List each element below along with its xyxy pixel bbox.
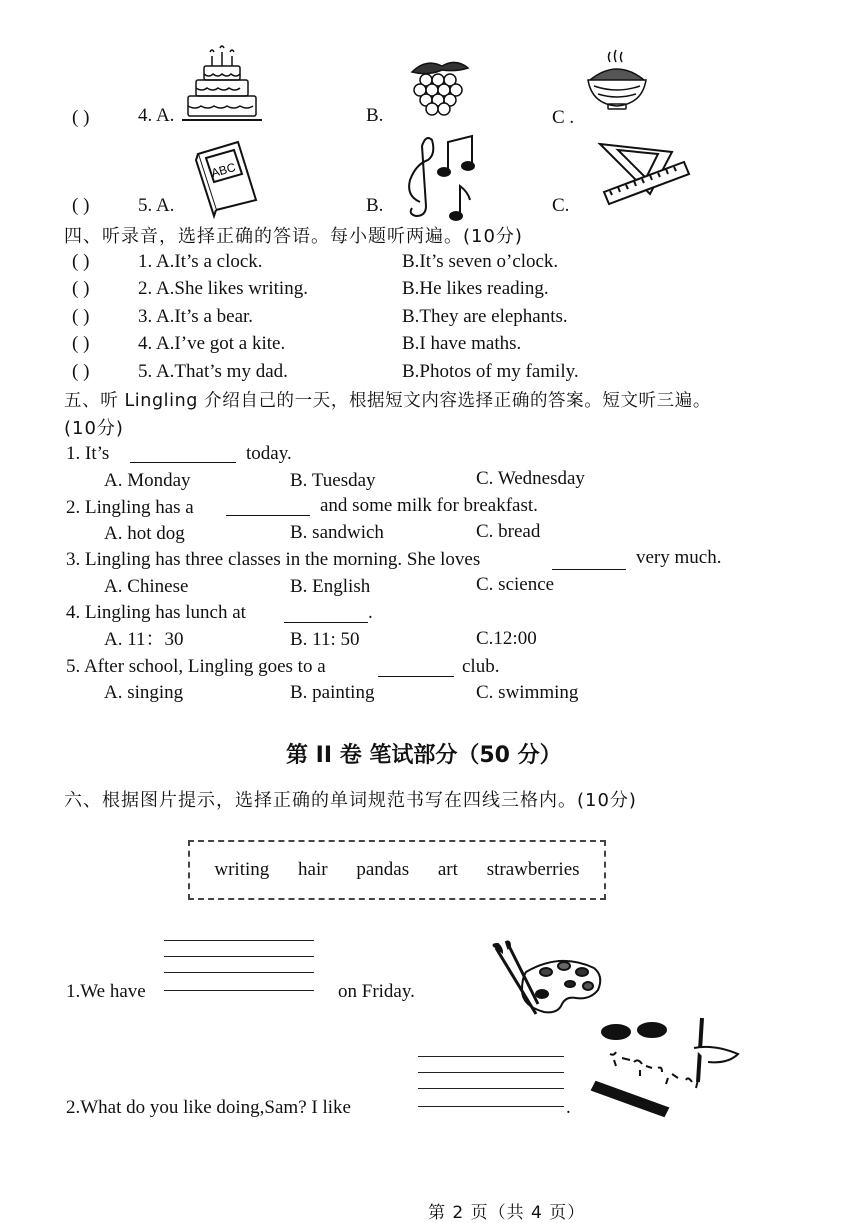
s4-item-1-b: B.It’s seven o’clock. bbox=[402, 251, 559, 272]
s5-q2-pre: 2. Lingling has a bbox=[66, 497, 194, 518]
s5-q3-blank[interactable] bbox=[552, 551, 626, 570]
s4-item-5-a: 5. A.That’s my dad. bbox=[138, 361, 288, 382]
q5-label-c: C. bbox=[552, 195, 570, 216]
s5-q5-opt-a: A. singing bbox=[104, 682, 184, 703]
s5-q1-post: today. bbox=[246, 443, 292, 464]
s4-item-1-paren[interactable]: ( ) bbox=[72, 251, 90, 272]
s4-item-3-b: B.They are elephants. bbox=[402, 306, 568, 327]
s5-q3-opt-a: A. Chinese bbox=[104, 576, 189, 597]
s5-q3-opt-c: C. science bbox=[476, 574, 555, 595]
ruler-icon bbox=[596, 140, 692, 214]
s6-q1-writing-lines[interactable] bbox=[164, 940, 314, 992]
s5-q2-opt-b: B. sandwich bbox=[290, 522, 384, 543]
s5-q1-opt-c: C. Wednesday bbox=[476, 468, 585, 489]
s5-q1-pre: 1. It’s bbox=[66, 443, 110, 464]
s4-item-4-a: 4. A.I’ve got a kite. bbox=[138, 333, 286, 354]
s5-q1-opt-a: A. Monday bbox=[104, 470, 191, 491]
svg-text:ABC: ABC bbox=[209, 160, 238, 181]
q5-paren[interactable]: ( ) bbox=[72, 195, 90, 216]
s4-item-1-a: 1. A.It’s a clock. bbox=[138, 251, 263, 272]
s4-item-3-a: 3. A.It’s a bear. bbox=[138, 306, 254, 327]
s5-q5-post: club. bbox=[462, 656, 500, 677]
s5-q2-opt-a: A. hot dog bbox=[104, 523, 185, 544]
q4-paren[interactable]: ( ) bbox=[72, 107, 90, 128]
page-footer: 第 2 页（共 4 页） bbox=[428, 1203, 586, 1223]
section-5-title: 五、听 Lingling 介绍自己的一天，根据短文内容选择正确的答案。短文听三遍。 bbox=[64, 391, 711, 411]
part-2-title: 第 II 卷 笔试部分（50 分） bbox=[286, 743, 562, 768]
s4-item-4-paren[interactable]: ( ) bbox=[72, 333, 90, 354]
s5-q4-opt-c: C.12:00 bbox=[476, 628, 537, 649]
s4-item-4-b: B.I have maths. bbox=[402, 333, 522, 354]
s5-q4-opt-a: A. 11：30 bbox=[104, 629, 184, 650]
q4-label-a: 4. A. bbox=[138, 105, 175, 126]
section-6-title: 六、根据图片提示，选择正确的单词规范书写在四线三格内。(10分) bbox=[64, 790, 637, 811]
word-bank bbox=[188, 840, 606, 900]
s5-q4-blank[interactable] bbox=[284, 604, 368, 623]
s6-q2-pre: 2.What do you like doing,Sam? I like bbox=[66, 1097, 351, 1118]
word-strawberries: strawberries bbox=[486, 859, 580, 880]
section-4-title: 四、听录音，选择正确的答语。每小题听两遍。(10分) bbox=[64, 226, 523, 247]
section-5-score: (10分) bbox=[64, 418, 124, 439]
word-pandas: pandas bbox=[356, 859, 410, 880]
s4-item-2-paren[interactable]: ( ) bbox=[72, 278, 90, 299]
book-icon bbox=[194, 140, 260, 212]
s5-q5-pre: 5. After school, Lingling goes to a bbox=[66, 656, 326, 677]
s6-q2-post: . bbox=[566, 1097, 571, 1118]
q5-label-a: 5. A. bbox=[138, 195, 175, 216]
word-hair: hair bbox=[298, 859, 328, 880]
paint-palette-icon bbox=[492, 944, 604, 1020]
s5-q2-post: and some milk for breakfast. bbox=[320, 495, 538, 516]
s4-item-3-paren[interactable]: ( ) bbox=[72, 306, 90, 327]
s5-q1-blank[interactable] bbox=[130, 444, 236, 463]
s4-item-5-b: B.Photos of my family. bbox=[402, 361, 579, 382]
s5-q5-opt-b: B. painting bbox=[290, 682, 375, 703]
grapes-icon bbox=[408, 58, 470, 116]
s5-q3-opt-b: B. English bbox=[290, 576, 371, 597]
s6-q2-writing-lines[interactable] bbox=[418, 1056, 564, 1108]
q4-label-b: B. bbox=[366, 105, 384, 126]
s5-q1-opt-b: B. Tuesday bbox=[290, 470, 376, 491]
s5-q4-pre: 4. Lingling has lunch at bbox=[66, 602, 246, 623]
s5-q5-opt-c: C. swimming bbox=[476, 682, 579, 703]
s5-q4-opt-b: B. 11: 50 bbox=[290, 629, 360, 650]
s5-q5-blank[interactable] bbox=[378, 658, 454, 677]
s5-q2-opt-c: C. bread bbox=[476, 521, 541, 542]
noodle-bowl-icon bbox=[586, 50, 648, 112]
s4-item-5-paren[interactable]: ( ) bbox=[72, 361, 90, 382]
s6-q1-post: on Friday. bbox=[338, 981, 415, 1002]
s4-item-2-b: B.He likes reading. bbox=[402, 278, 549, 299]
word-writing: writing bbox=[214, 859, 270, 880]
s5-q3-post: very much. bbox=[636, 547, 722, 568]
s5-q3-pre: 3. Lingling has three classes in the morning. She loves bbox=[66, 549, 481, 570]
q4-label-c: C . bbox=[552, 107, 575, 128]
calligraphy-icon bbox=[590, 1018, 746, 1114]
word-art: art bbox=[437, 859, 458, 880]
s4-item-2-a: 2. A.She likes writing. bbox=[138, 278, 308, 299]
s5-q2-blank[interactable] bbox=[226, 497, 310, 516]
s5-q4-post: . bbox=[368, 602, 373, 623]
q5-label-b: B. bbox=[366, 195, 384, 216]
cake-icon bbox=[182, 48, 262, 124]
music-notes-icon bbox=[400, 132, 486, 220]
s6-q1-pre: 1.We have bbox=[66, 981, 146, 1002]
